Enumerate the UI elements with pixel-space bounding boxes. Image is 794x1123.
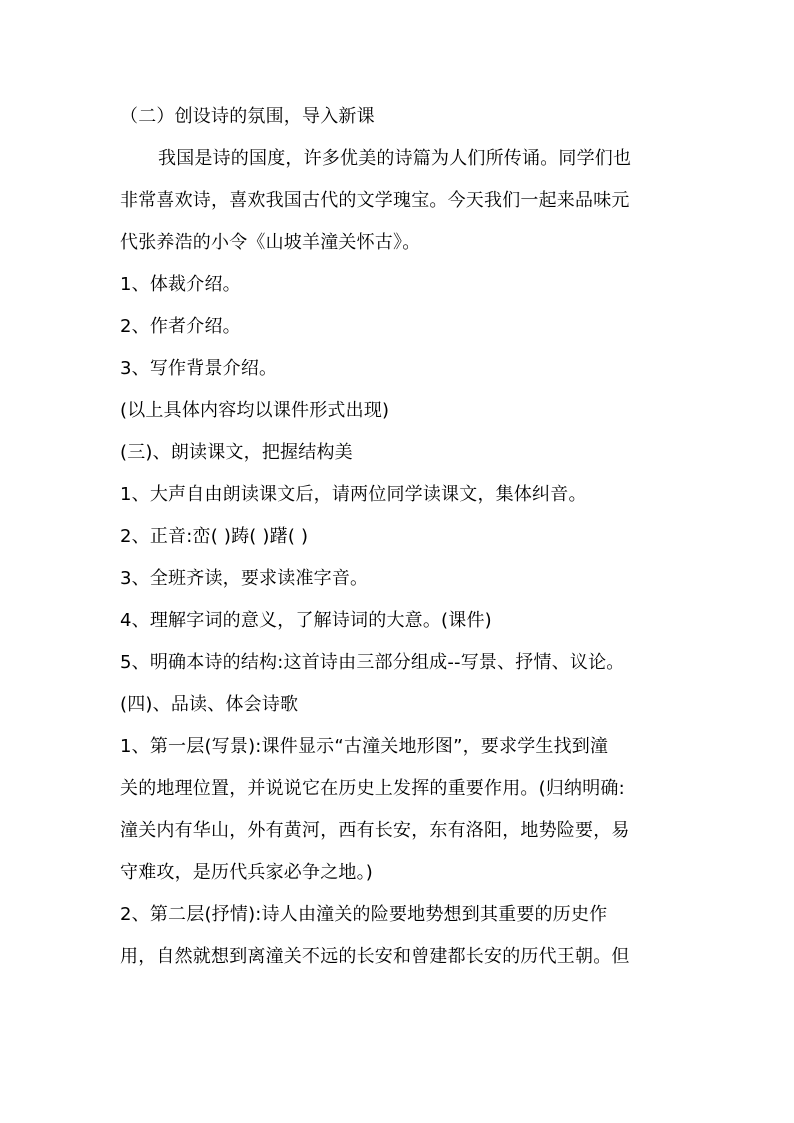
list-item: 3、写作背景介绍。 <box>120 358 278 379</box>
paragraph-line: 关的地理位置，并说说它在历史上发挥的重要作用。(归纳明确: <box>120 778 625 799</box>
list-item: 4、理解字词的意义，了解诗词的大意。(课件) <box>120 610 492 631</box>
section-heading-4: (四)、品读、体会诗歌 <box>120 694 299 715</box>
list-item: 3、全班齐读，要求读准字音。 <box>120 568 369 589</box>
list-item: 2、作者介绍。 <box>120 316 241 337</box>
paragraph-line: 用，自然就想到离潼关不远的长安和曾建都长安的历代王朝。但 <box>120 946 630 967</box>
paragraph-line: 代张养浩的小令《山坡羊潼关怀古》。 <box>120 232 421 253</box>
note-line: (以上具体内容均以课件形式出现) <box>120 400 390 421</box>
list-item: 5、明确本诗的结构:这首诗由三部分组成--写景、抒情、议论。 <box>120 652 625 673</box>
list-item: 2、第二层(抒情):诗人由潼关的险要地势想到其重要的历史作 <box>120 904 608 925</box>
paragraph-line: 守难攻，是历代兵家必争之地。) <box>120 862 374 883</box>
paragraph-line: 潼关内有华山，外有黄河，西有长安，东有洛阳，地势险要，易 <box>120 820 630 841</box>
list-item: 1、第一层(写景):课件显示“古潼关地形图”，要求学生找到潼 <box>120 736 609 757</box>
list-item: 1、大声自由朗读课文后，请两位同学读课文，集体纠音。 <box>120 484 587 505</box>
list-item: 1、体裁介绍。 <box>120 274 241 295</box>
section-heading-2: （二）创设诗的氛围，导入新课 <box>120 106 375 127</box>
section-heading-3: (三)、朗读课文，把握结构美 <box>120 442 353 463</box>
paragraph-line: 非常喜欢诗，喜欢我国古代的文学瑰宝。今天我们一起来品味元 <box>120 190 630 211</box>
paragraph-line: 我国是诗的国度，许多优美的诗篇为人们所传诵。同学们也 <box>158 148 632 169</box>
list-item: 2、正音:峦( )踌( )躇( ) <box>120 526 309 547</box>
